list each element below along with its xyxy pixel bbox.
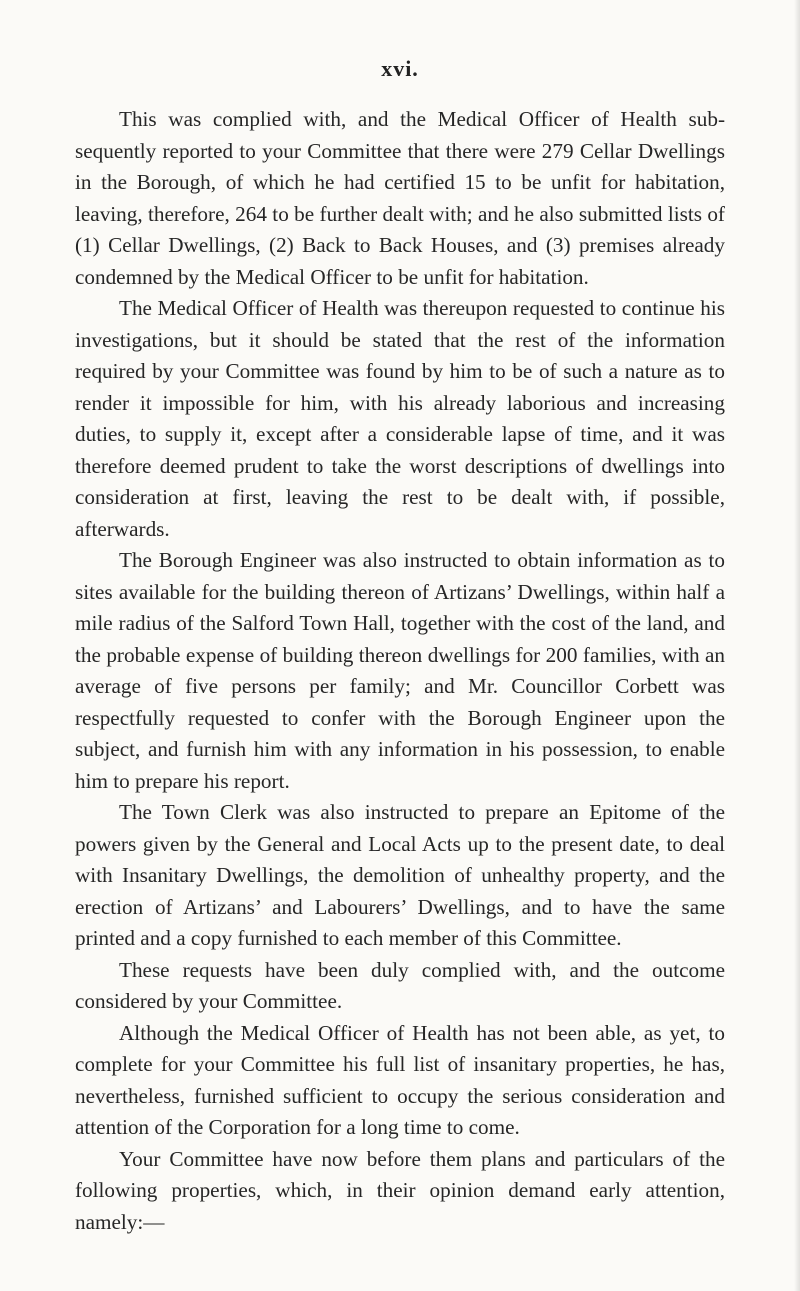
paragraph-town-clerk: The Town Clerk was also instructed to prepare an Epitome of the powers given by the General and Local Acts up to the present date, to deal with Insanitary Dwellings, the demolition of unhealthy property, and the erection of Artizans’ and Labourers’ Dwellings, and to have the same printed and a copy furnished to each member of this Committee. <box>75 800 725 950</box>
paragraph-properties-namely: Your Committee have now before them plans and particulars of the following properties, which, in their opinion demand early attention, namely:— <box>75 1146 725 1234</box>
paragraph-borough-engineer: The Borough Engineer was also instructed to obtain information as to sites available for the building thereon of Artizans’ Dwellings, within half a mile radius of the Salford Town Hall, together with the cost of the land, and the probable expense of building thereon dwellings for 200 families, with an average of five persons per family; and Mr. Councillor Corbett was respectfully requested to confer with the Borough Engineer upon the subject, and furnish him with any information in his possession, to enable him to prepare his report. <box>75 548 725 793</box>
page-edge-shadow <box>794 0 800 1291</box>
paragraph-cellar-dwellings: This was complied with, and the Medical Officer of Health subsequently reported to your Committee that there were 279 Cellar Dwellings in the Borough, of which he had certified 15 to be unfit for habitation, leaving, therefore, 264 to be further dealt with; and he also submitted lists of (1) Cellar Dwellings, (2) Back to Back Houses, and (3) premises already condemned by the Medical Officer to be unfit for habitation. <box>75 107 725 289</box>
body-text <box>75 104 725 1238</box>
page-number: xvi. <box>381 56 419 81</box>
paragraph-investigations: The Medical Officer of Health was thereupon requested to continue his investigations, but it should be stated that the rest of the information required by your Committee was found by him to be of such a nature as to render it impossible for him, with his already laborious and increasing duties, to supply it, except after a considerable lapse of time, and it was therefore deemed prudent to take the worst descriptions of dwellings into consideration at first, leaving the rest to be dealt with, if possible, afterwards. <box>75 296 725 541</box>
paragraph-medical-officer-list: Although the Medical Officer of Health has not been able, as yet, to complete for your Committee his full list of insanitary properties, he has, nevertheless, furnished sufficient to occupy the serious consideration and attention of the Corporation for a long time to come. <box>75 1020 725 1139</box>
paragraph-requests-complied: These requests have been duly complied with, and the outcome considered by your Committee. <box>75 957 725 1013</box>
